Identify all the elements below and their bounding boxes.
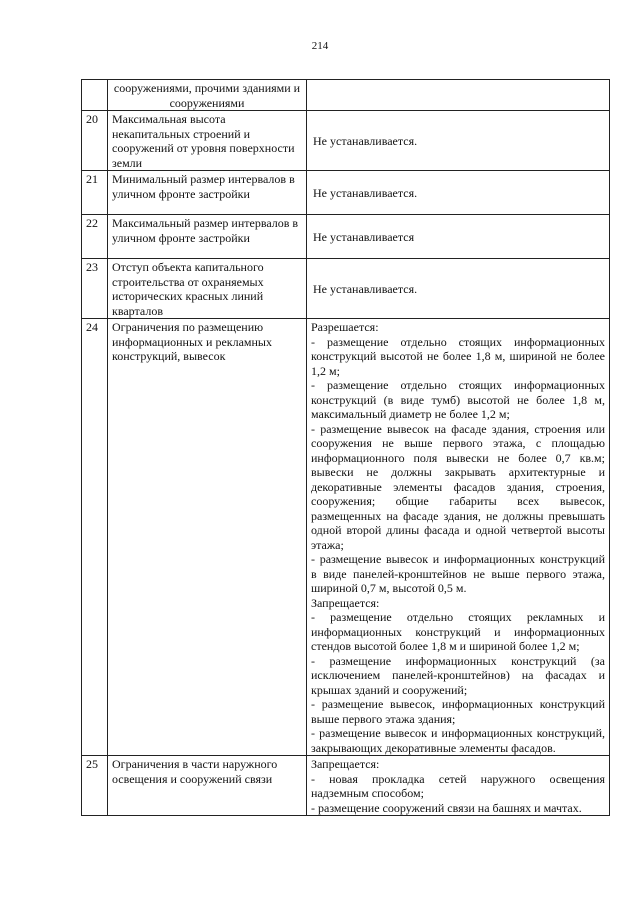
row-number: 24: [82, 319, 108, 756]
table-row: [82, 319, 610, 756]
row-parameter: Максимальный размер интервалов в уличном фронте застройки: [108, 215, 307, 259]
value-line: - размещение информационных конструкций (за исключением панелей-кронштейнов) на фасадах и крышах зданий и сооружений;: [311, 653, 605, 697]
row-number: 22: [82, 215, 108, 259]
table-row: [82, 756, 610, 816]
value-line: - размещение вывесок и информационных конструкций в виде панелей-кронштейнов не выше первого этажа, шириной 0,7 м, высотой 0,5 м.: [311, 552, 605, 595]
value-line: Не устанавливается.: [313, 133, 418, 148]
row-parameter: Максимальная высота некапитальных строений и сооружений от уровня поверхности земли: [108, 111, 307, 171]
table-row: [82, 259, 610, 319]
row-value: [307, 80, 610, 111]
row-number: 25: [82, 756, 108, 816]
row-value: [307, 111, 610, 171]
value-line: - размещение сооружений связи на башнях и мачтах.: [311, 800, 582, 815]
value-line: - размещение отдельно стоящих информационных конструкций высотой не более 1,8 м, шириной не более 1,2 м;: [311, 334, 605, 378]
row-parameter: Ограничения по размещению информационных и рекламных конструкций, вывесок: [108, 319, 307, 756]
regulations-table: [81, 79, 610, 816]
value-line: - размещение вывесок, информационных конструкций выше первого этажа здания;: [311, 697, 605, 726]
table-row: [82, 111, 610, 171]
table-row: [82, 80, 610, 111]
row-value: [307, 319, 610, 756]
value-line: - размещение вывесок на фасаде здания, строения или сооружения не выше первого этажа, с площадью информационного поля вывески не более 0,7 кв.м; вывески не должны закрывать архитектурные и декоративные элементы фасадов здания, строения, сооружения; общие габариты всех вывесок, размещенных на фасаде здания, не должны превышать одной второй длины фасада и одной четвертой высоты этажа;: [311, 421, 605, 552]
row-value: [307, 171, 610, 215]
page-number: 214: [311, 40, 329, 52]
row-parameter: сооружениями, прочими зданиями и сооружениями: [108, 80, 307, 111]
value-line: - новая прокладка сетей наружного освещения надземным способом;: [311, 771, 605, 800]
value-line: Запрещается:: [311, 757, 380, 771]
value-line: - размещение отдельно стоящих информационных конструкций (в виде тумб) высотой не более 1,8 м, максимальный диаметр не более 1,2 м;: [311, 378, 605, 421]
value-line: Не устанавливается: [313, 229, 415, 244]
row-value: [307, 215, 610, 259]
row-parameter: Отступ объекта капитального строительства от охраняемых исторических красных линий кварталов: [108, 259, 307, 319]
row-number: [82, 80, 108, 111]
row-value: [307, 259, 610, 319]
value-line: - размещение отдельно стоящих рекламных и информационных конструкций и информационных стендов высотой более 1,8 м и шириной более 1,2 м;: [311, 610, 605, 653]
row-number: 23: [82, 259, 108, 319]
value-line: Не устанавливается.: [313, 185, 418, 200]
row-value: [307, 756, 610, 816]
table-row: [82, 171, 610, 215]
row-parameter: Ограничения в части наружного освещения и сооружений связи: [108, 756, 307, 816]
value-line: - размещение вывесок и информационных конструкций, закрывающих декоративные элементы фасадов.: [311, 726, 605, 755]
value-line: Запрещается:: [311, 595, 380, 610]
row-number: 21: [82, 171, 108, 215]
value-line: Разрешается:: [311, 320, 379, 334]
row-number: 20: [82, 111, 108, 171]
row-parameter: Минимальный размер интервалов в уличном фронте застройки: [108, 171, 307, 215]
value-line: Не устанавливается.: [313, 281, 418, 296]
table-row: [82, 215, 610, 259]
